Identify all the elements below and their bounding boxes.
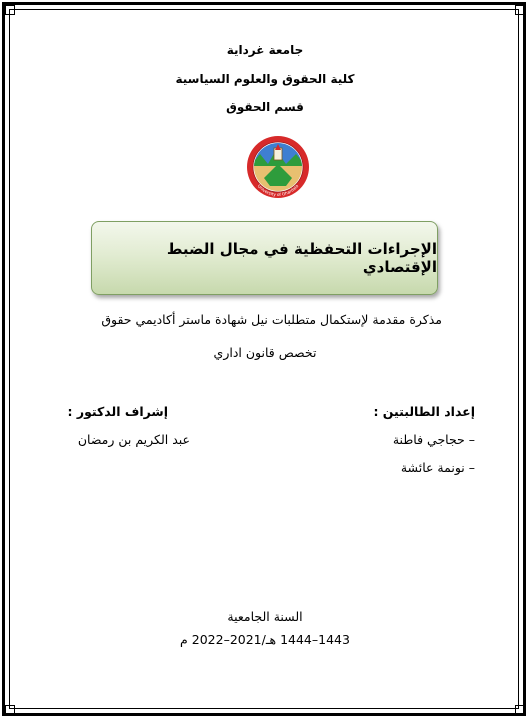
seal-caption: University of Ghardaia [256,183,300,198]
corner-ornament [5,5,15,15]
thesis-purpose: مذكرة مقدمة لإستكمال متطلبات نيل شهادة ماستر أكاديمي حقوق [101,312,442,327]
student-name: – نونمة عائشة [400,460,475,475]
specialty: تخصص قانون اداري [213,345,317,360]
university-seal-icon [240,134,316,200]
thesis-title: الإجراءات التحفظية في مجال الضبط الإقتصادي [166,240,437,276]
corner-ornament [515,705,525,715]
corner-ornament [5,705,15,715]
faculty-name: كلية الحقوق والعلوم السياسية [175,72,355,86]
academic-year-label: السنة الجامعية [227,609,303,624]
supervisor-label: إشراف الدكتور : [67,404,168,419]
university-name: جامعة غرداية [226,43,304,57]
students-label: إعداد الطالبتين : [373,404,475,419]
academic-year-value: 1443–1444 هـ/2021–2022 م [180,632,350,647]
thesis-title-box [91,221,438,295]
department-name: قسم الحقوق [226,100,304,114]
student-name: – حجاجي فاطنة [392,432,475,447]
corner-ornament [515,5,525,15]
supervisor-name: عبد الكريم بن رمضان [77,432,190,447]
